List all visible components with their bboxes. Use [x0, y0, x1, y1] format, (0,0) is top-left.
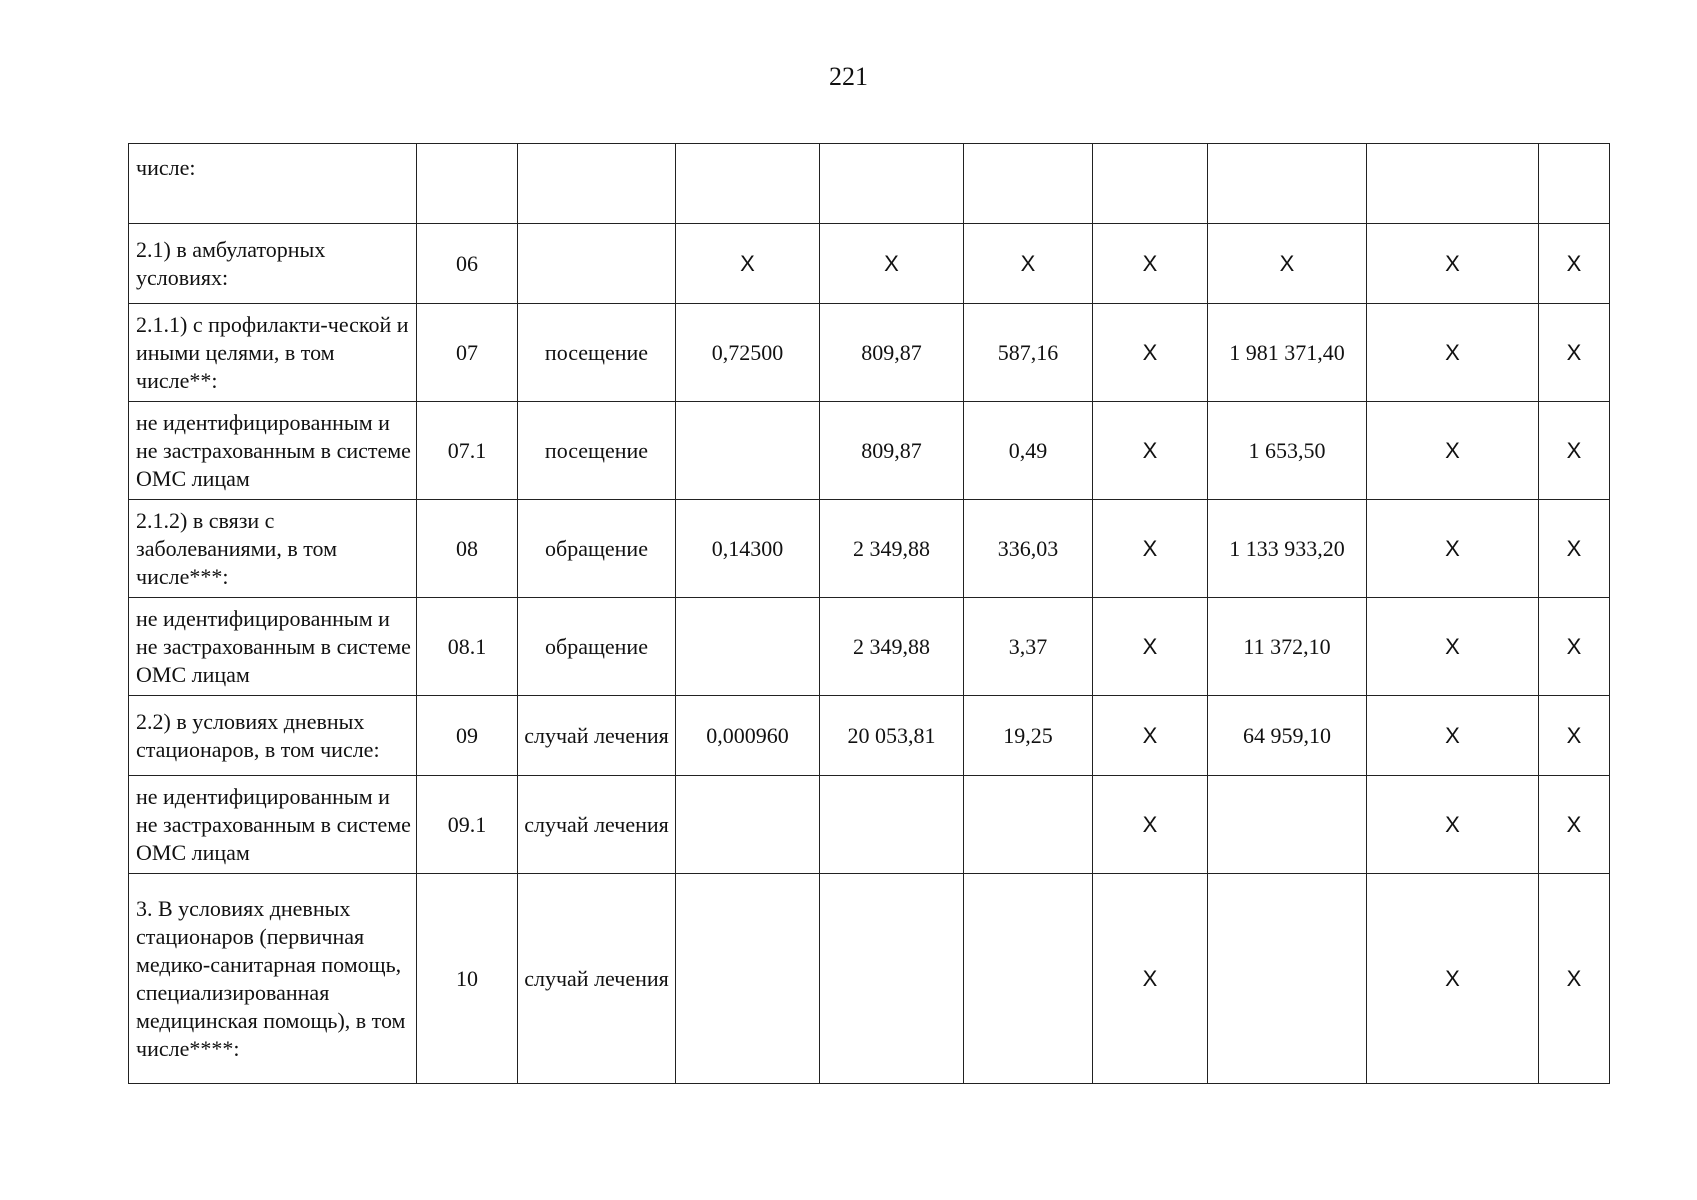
row-unit: [518, 224, 676, 304]
cell-col9: X: [1367, 598, 1539, 696]
table-row: [129, 500, 1610, 598]
cell-col9: [1367, 144, 1539, 224]
table-row: [129, 598, 1610, 696]
cell-col4: [676, 402, 820, 500]
cell-col10: X: [1539, 598, 1610, 696]
cell-col9: X: [1367, 500, 1539, 598]
row-unit: посещение: [518, 402, 676, 500]
cell-col7: X: [1093, 224, 1208, 304]
row-name: 2.2) в условиях дневных стационаров, в том числе:: [129, 696, 417, 776]
cell-col6: 336,03: [964, 500, 1093, 598]
cell-col7: X: [1093, 874, 1208, 1084]
cell-col5: 809,87: [820, 402, 964, 500]
cell-col5: 2 349,88: [820, 500, 964, 598]
cell-col9: X: [1367, 304, 1539, 402]
cell-col5: 20 053,81: [820, 696, 964, 776]
cell-col4: 0,14300: [676, 500, 820, 598]
cell-col6: 0,49: [964, 402, 1093, 500]
cell-col9: X: [1367, 776, 1539, 874]
cell-col5: X: [820, 224, 964, 304]
cell-col8: 64 959,10: [1208, 696, 1367, 776]
cell-col7: X: [1093, 598, 1208, 696]
row-name: 2.1.1) с профилакти-ческой и иными целями, в том числе**:: [129, 304, 417, 402]
cell-col8: [1208, 776, 1367, 874]
row-unit: случай лечения: [518, 776, 676, 874]
row-code: 10: [417, 874, 518, 1084]
cell-col10: X: [1539, 500, 1610, 598]
cell-col9: X: [1367, 402, 1539, 500]
cell-col7: X: [1093, 402, 1208, 500]
cell-col6: 587,16: [964, 304, 1093, 402]
row-name: не идентифицированным и не застрахованным в системе ОМС лицам: [129, 776, 417, 874]
row-name: 3. В условиях дневных стационаров (первичная медико-санитарная помощь, специализированная медицинская помощь), в том числе****:: [129, 874, 417, 1084]
cell-col9: X: [1367, 874, 1539, 1084]
cell-col4: [676, 776, 820, 874]
cell-col5: [820, 874, 964, 1084]
row-name: числе:: [129, 144, 417, 224]
row-code: 09.1: [417, 776, 518, 874]
row-unit: обращение: [518, 598, 676, 696]
cell-col6: [964, 144, 1093, 224]
table-row: [129, 874, 1610, 1084]
cell-col4: 0,000960: [676, 696, 820, 776]
cell-col6: [964, 776, 1093, 874]
cell-col4: 0,72500: [676, 304, 820, 402]
cell-col6: X: [964, 224, 1093, 304]
cell-col6: 19,25: [964, 696, 1093, 776]
row-unit: посещение: [518, 304, 676, 402]
table-row: [129, 304, 1610, 402]
cell-col7: X: [1093, 500, 1208, 598]
cell-col5: 809,87: [820, 304, 964, 402]
row-code: [417, 144, 518, 224]
cell-col6: [964, 874, 1093, 1084]
cell-col9: X: [1367, 696, 1539, 776]
cell-col10: X: [1539, 304, 1610, 402]
row-code: 08.1: [417, 598, 518, 696]
cell-col8: 1 981 371,40: [1208, 304, 1367, 402]
row-unit: [518, 144, 676, 224]
cell-col4: [676, 598, 820, 696]
row-name: не идентифицированным и не застрахованным в системе ОМС лицам: [129, 402, 417, 500]
cell-col4: [676, 874, 820, 1084]
cell-col7: X: [1093, 776, 1208, 874]
cell-col10: [1539, 144, 1610, 224]
row-unit: случай лечения: [518, 696, 676, 776]
cell-col10: X: [1539, 874, 1610, 1084]
table-row: [129, 224, 1610, 304]
cell-col8: X: [1208, 224, 1367, 304]
cell-col8: 11 372,10: [1208, 598, 1367, 696]
row-unit: обращение: [518, 500, 676, 598]
row-code: 07: [417, 304, 518, 402]
row-code: 06: [417, 224, 518, 304]
row-name: не идентифицированным и не застрахованным в системе ОМС лицам: [129, 598, 417, 696]
table-row: [129, 696, 1610, 776]
row-code: 07.1: [417, 402, 518, 500]
cell-col8: [1208, 874, 1367, 1084]
row-code: 08: [417, 500, 518, 598]
cell-col5: [820, 776, 964, 874]
cell-col7: X: [1093, 696, 1208, 776]
cell-col10: X: [1539, 402, 1610, 500]
cell-col9: X: [1367, 224, 1539, 304]
cell-col10: X: [1539, 224, 1610, 304]
cell-col8: 1 133 933,20: [1208, 500, 1367, 598]
cell-col5: 2 349,88: [820, 598, 964, 696]
page-number: 221: [829, 62, 868, 91]
row-code: 09: [417, 696, 518, 776]
cell-col4: X: [676, 224, 820, 304]
table-row: [129, 776, 1610, 874]
row-unit: случай лечения: [518, 874, 676, 1084]
cell-col7: X: [1093, 304, 1208, 402]
table-row: [129, 144, 1610, 224]
table-row: [129, 402, 1610, 500]
cell-col8: 1 653,50: [1208, 402, 1367, 500]
cell-col5: [820, 144, 964, 224]
cell-col7: [1093, 144, 1208, 224]
cell-col10: X: [1539, 696, 1610, 776]
cell-col10: X: [1539, 776, 1610, 874]
cell-col6: 3,37: [964, 598, 1093, 696]
cell-col8: [1208, 144, 1367, 224]
row-name: 2.1) в амбулаторных условиях:: [129, 224, 417, 304]
data-table: [128, 143, 1610, 1084]
cell-col4: [676, 144, 820, 224]
row-name: 2.1.2) в связи с заболеваниями, в том числе***:: [129, 500, 417, 598]
